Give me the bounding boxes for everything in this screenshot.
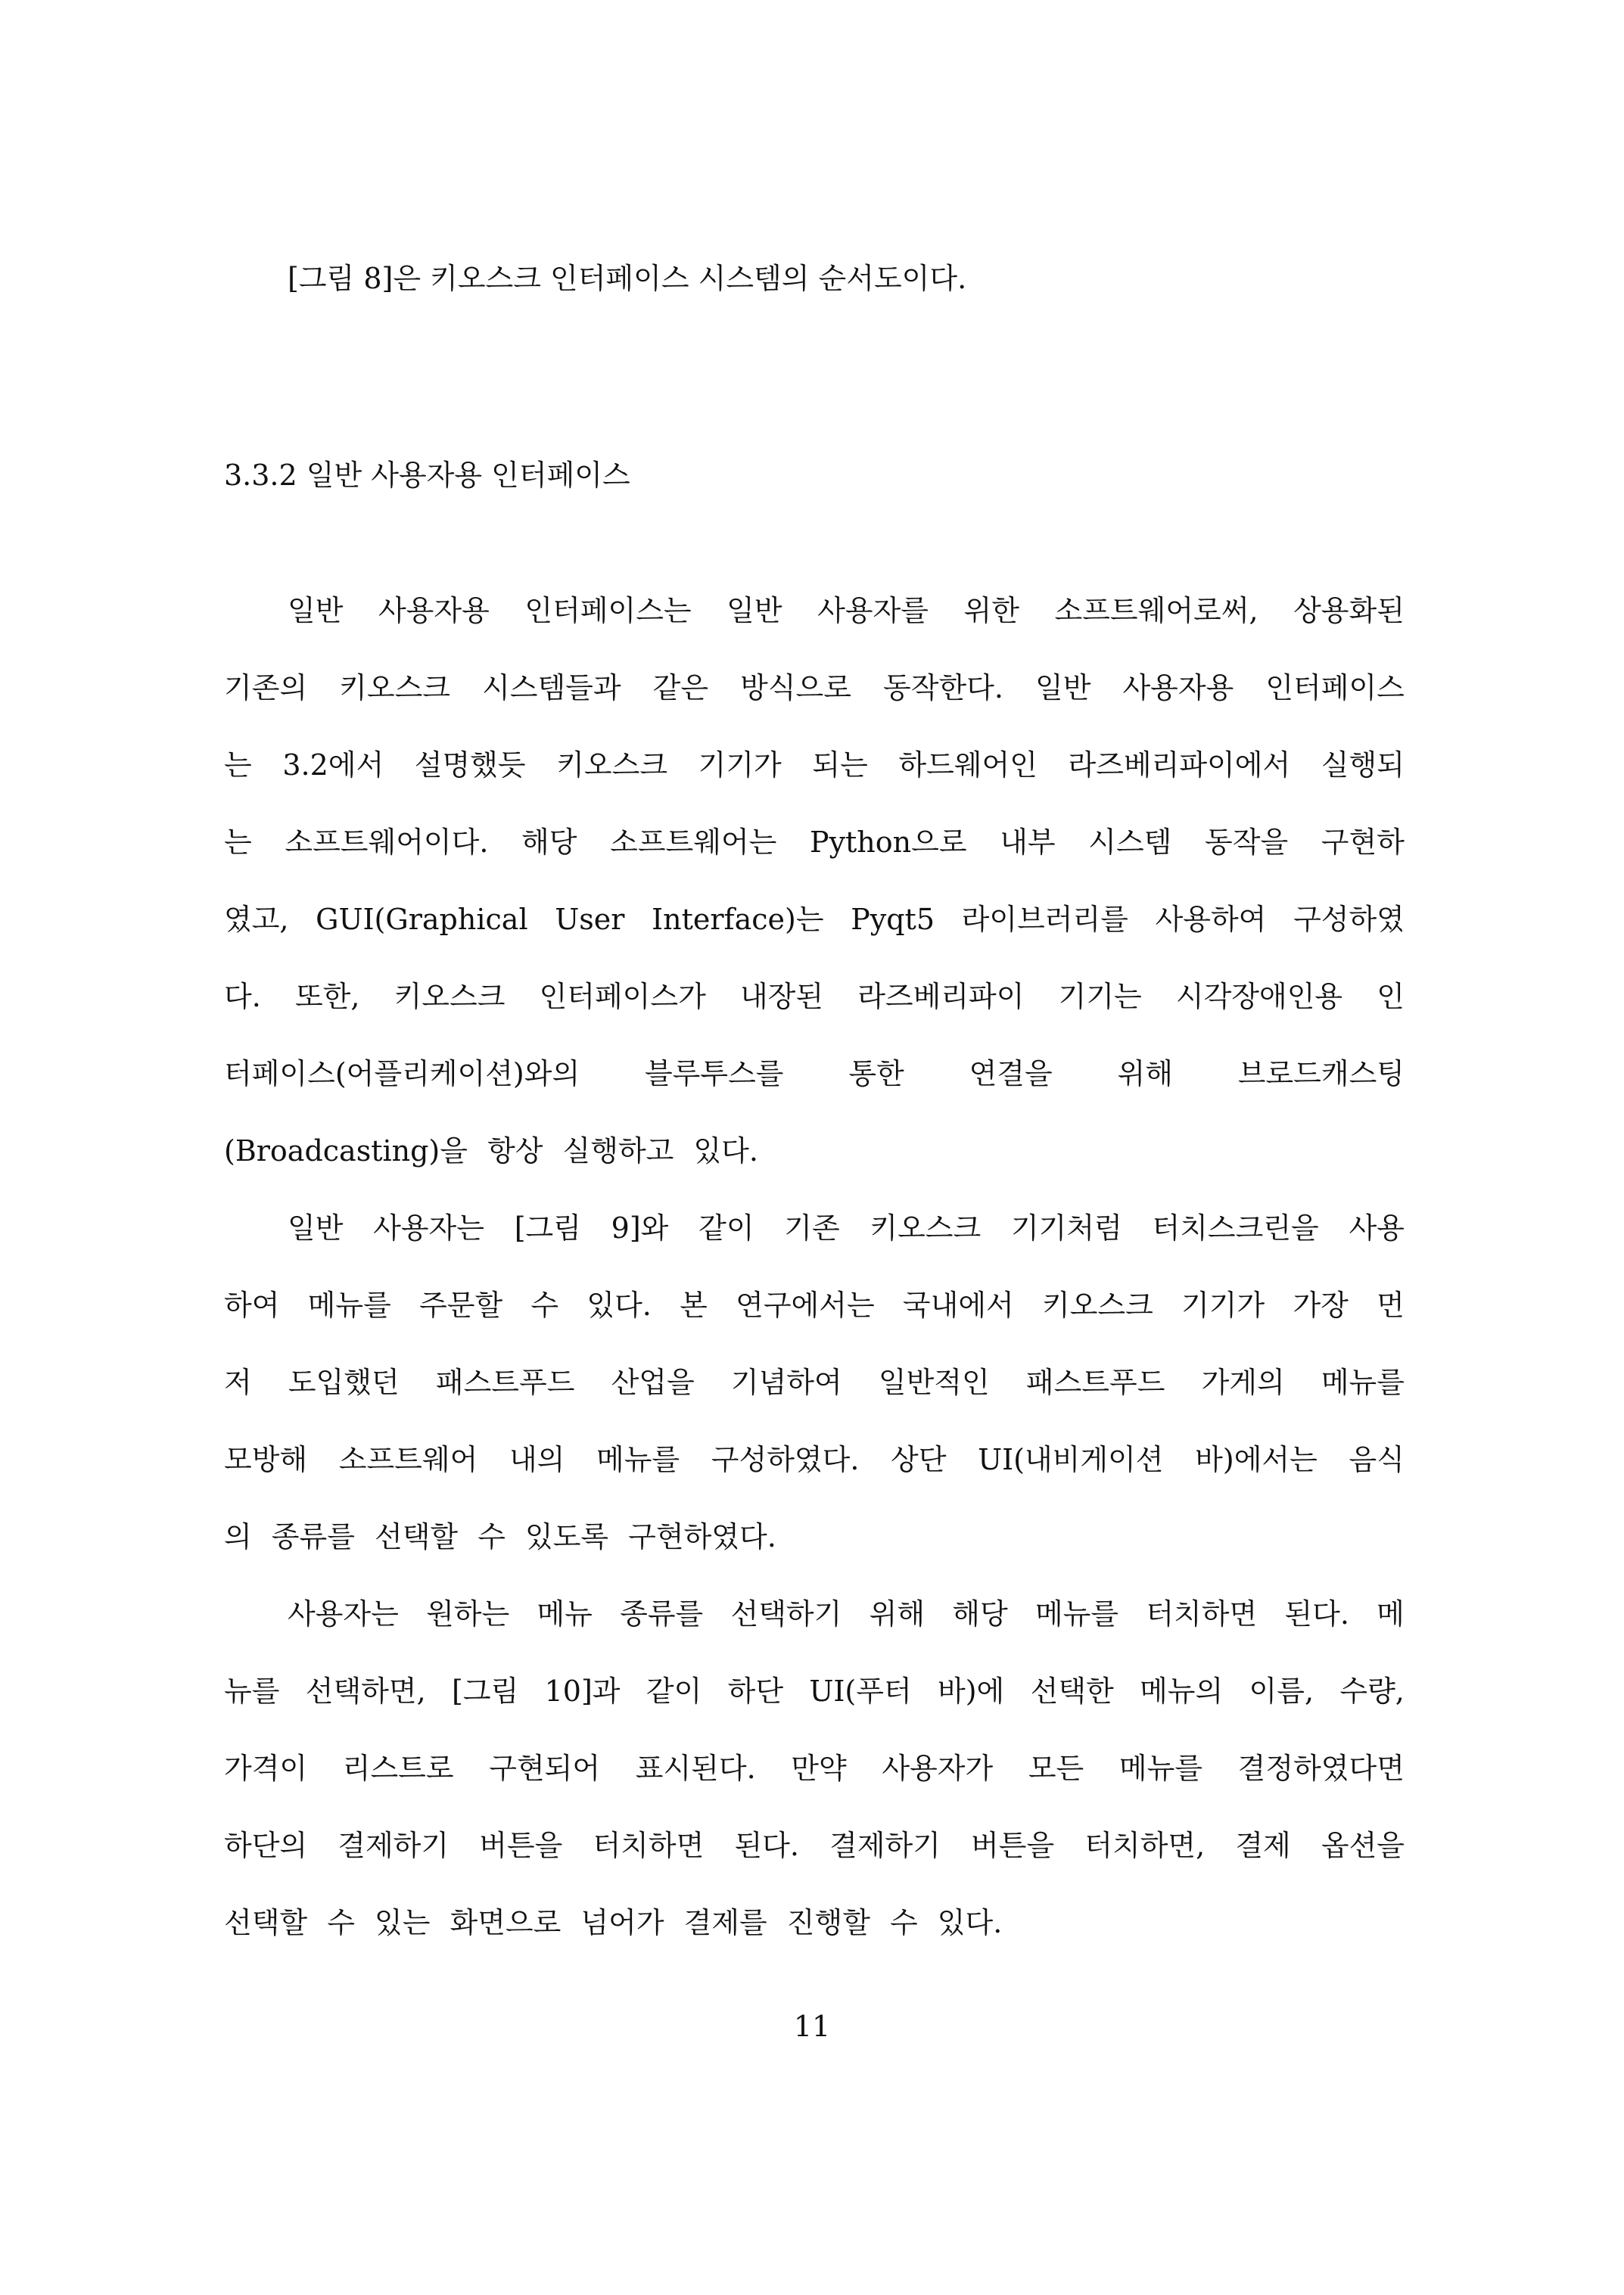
text-line: 사용자는 원하는 메뉴 종류를 선택하기 위해 해당 메뉴를 터치하면 된다. 메 <box>288 1597 1405 1631</box>
text-line: 뉴를 선택하면, [그림 10]과 같이 하단 UI(푸터 바)에 선택한 메뉴의 이름, 수량, <box>224 1675 1405 1708</box>
page-number: 11 <box>793 2010 831 2043</box>
text-line: 의 종류를 선택할 수 있도록 구현하였다. <box>224 1520 776 1553</box>
body-paragraph <box>224 1189 1405 1575</box>
text-line: 터페이스(어플리케이션)와의 블루투스를 통한 연결을 위해 브로드캐스팅 <box>224 1057 1405 1090</box>
text-line: 하여 메뉴를 주문할 수 있다. 본 연구에서는 국내에서 키오스크 기기가 가장 먼 <box>224 1289 1405 1322</box>
text-line: (Broadcasting)을 항상 실행하고 있다. <box>224 1134 758 1168</box>
text-line: 모방해 소프트웨어 내의 메뉴를 구성하였다. 상단 UI(내비게이션 바)에서는 음식 <box>224 1443 1405 1476</box>
text-line: 선택할 수 있는 화면으로 넘어가 결제를 진행할 수 있다. <box>224 1906 1003 1939</box>
body-paragraph <box>224 572 1405 1189</box>
text-line: 일반 사용자는 [그림 9]와 같이 기존 키오스크 기기처럼 터치스크린을 사용 <box>288 1211 1405 1245</box>
body-paragraph <box>224 1575 1405 1961</box>
text-line: 다. 또한, 키오스크 인터페이스가 내장된 라즈베리파이 기기는 시각장애인용 인 <box>224 980 1405 1013</box>
figure-reference-sentence: [그림 8]은 키오스크 인터페이스 시스템의 순서도이다. <box>288 262 967 295</box>
text-line: 기존의 키오스크 시스템들과 같은 방식으로 동작한다. 일반 사용자용 인터페이스 <box>224 671 1405 704</box>
body-text <box>224 572 1405 1961</box>
text-line: 가격이 리스트로 구현되어 표시된다. 만약 사용자가 모든 메뉴를 결정하였다면 <box>224 1752 1405 1785</box>
text-line: 일반 사용자용 인터페이스는 일반 사용자를 위한 소프트웨어로써, 상용화된 <box>288 594 1405 627</box>
text-line: 는 3.2에서 설명했듯 키오스크 기기가 되는 하드웨어인 라즈베리파이에서 실행되 <box>224 748 1405 782</box>
text-line: 하단의 결제하기 버튼을 터치하면 된다. 결제하기 버튼을 터치하면, 결제 옵션을 <box>224 1829 1405 1862</box>
section-heading: 3.3.2 일반 사용자용 인터페이스 <box>224 459 630 492</box>
text-line: 는 소프트웨어이다. 해당 소프트웨어는 Python으로 내부 시스템 동작을 구현하 <box>224 826 1405 859</box>
text-line: 였고, GUI(Graphical User Interface)는 Pyqt5 라이브러리를 사용하여 구성하였 <box>224 903 1405 936</box>
text-line: 저 도입했던 패스트푸드 산업을 기념하여 일반적인 패스트푸드 가게의 메뉴를 <box>224 1366 1405 1399</box>
